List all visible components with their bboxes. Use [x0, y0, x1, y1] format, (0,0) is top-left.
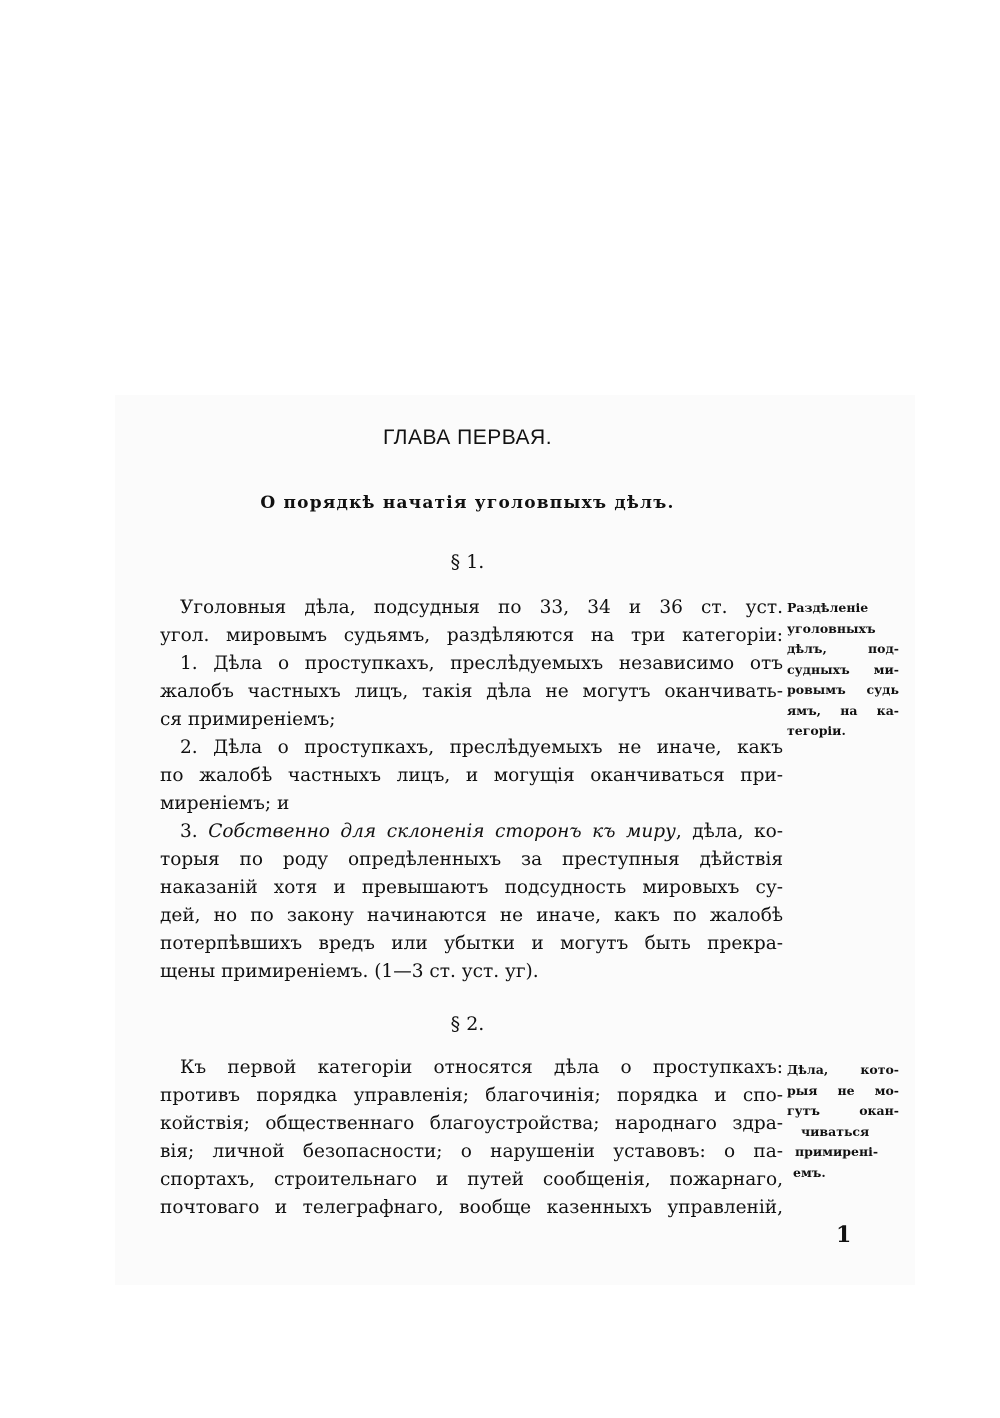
s1-line-2: угол. мировымъ судьямъ, раздѣляются на три категоріи: — [160, 625, 783, 646]
s1-line-8: миреніемъ; и — [160, 793, 290, 814]
s1-line-12: дей, но по закону начинаются не иначе, какъ по жалобѣ — [160, 905, 783, 926]
s1-line-14: щены примиреніемъ. (1—3 ст. уст. уг). — [160, 961, 539, 982]
s1-margin-note-6: ямъ, на ка- — [787, 702, 899, 718]
s2-line-4: вія; личной безопасности; о нарушеніи уставовъ: о па- — [160, 1141, 783, 1162]
s1-margin-note-1: Раздѣленіе — [787, 600, 869, 615]
chapter-subtitle: О порядкѣ начатія уголовпыхъ дѣлъ. — [260, 493, 675, 513]
s1-margin-note-5: ровымъ судь — [787, 682, 899, 697]
s1-line-9: 3. Собственно для склоненія сторонъ къ миру, дѣла, ко- — [180, 821, 783, 842]
s2-line-6: почтоваго и телеграфнаго, вообще казенныхъ управленій, — [160, 1197, 783, 1218]
s2-margin-note-3: гутъ окан- — [787, 1103, 899, 1118]
s1-line-7: по жалобѣ частныхъ лицъ, и могущія оканчиваться при- — [160, 765, 783, 786]
s1-line-3: 1. Дѣла о проступкахъ, преслѣдуемыхъ независимо отъ — [180, 653, 783, 674]
s1-line-4: жалобъ частныхъ лицъ, такія дѣла не могутъ оканчивать- — [160, 681, 783, 702]
chapter-title: ГЛАВА ПЕРВАЯ. — [382, 426, 553, 449]
s1-line-5: ся примиреніемъ; — [160, 709, 336, 730]
s2-line-5: спортахъ, строительнаго и путей сообщенія, пожарнаго, — [160, 1169, 783, 1190]
s2-margin-note-4: чиваться — [801, 1123, 870, 1139]
section-1-mark: § 1. — [450, 551, 485, 573]
s1-margin-note-2: уголовныхъ — [787, 620, 876, 636]
section-2-mark: § 2. — [450, 1013, 485, 1035]
s2-line-3: койствія; общественнаго благоустройства; народнаго здра- — [160, 1113, 783, 1134]
s1-line-10: торыя по роду опредѣленныхъ за преступныя дѣйствія — [160, 849, 783, 870]
s2-margin-note-6: емъ. — [793, 1164, 826, 1180]
s1-line-6: 2. Дѣла о проступкахъ, преслѣдуемыхъ не иначе, какъ — [180, 737, 783, 758]
s1-line-1: Уголовныя дѣла, подсудныя по 33, 34 и 36 ст. уст. — [180, 597, 783, 618]
s2-margin-note-5: примирені- — [795, 1144, 879, 1159]
s1-margin-note-3: дѣлъ, под- — [787, 641, 899, 656]
s1-margin-note-4: судныхъ ми- — [787, 661, 899, 677]
s1-line-13: потерпѣвшихъ вредъ или убытки и могутъ быть прекра- — [160, 933, 783, 954]
s2-line-2: противъ порядка управленія; благочинія; порядка и спо- — [160, 1085, 783, 1106]
s1-margin-note-7: тегоріи. — [787, 723, 846, 738]
s1-line-11: наказаній хотя и превышаютъ подсудность мировыхъ су- — [160, 877, 783, 898]
s2-margin-note-2: рыя не мо- — [787, 1082, 899, 1098]
s2-margin-note-1: Дѣла, кото- — [787, 1062, 899, 1077]
page-number: 1 — [836, 1222, 852, 1248]
italic-phrase: Собственно для склоненія сторонъ къ миру — [208, 821, 676, 842]
s2-line-1: Къ первой категоріи относятся дѣла о проступкахъ: — [180, 1057, 783, 1078]
